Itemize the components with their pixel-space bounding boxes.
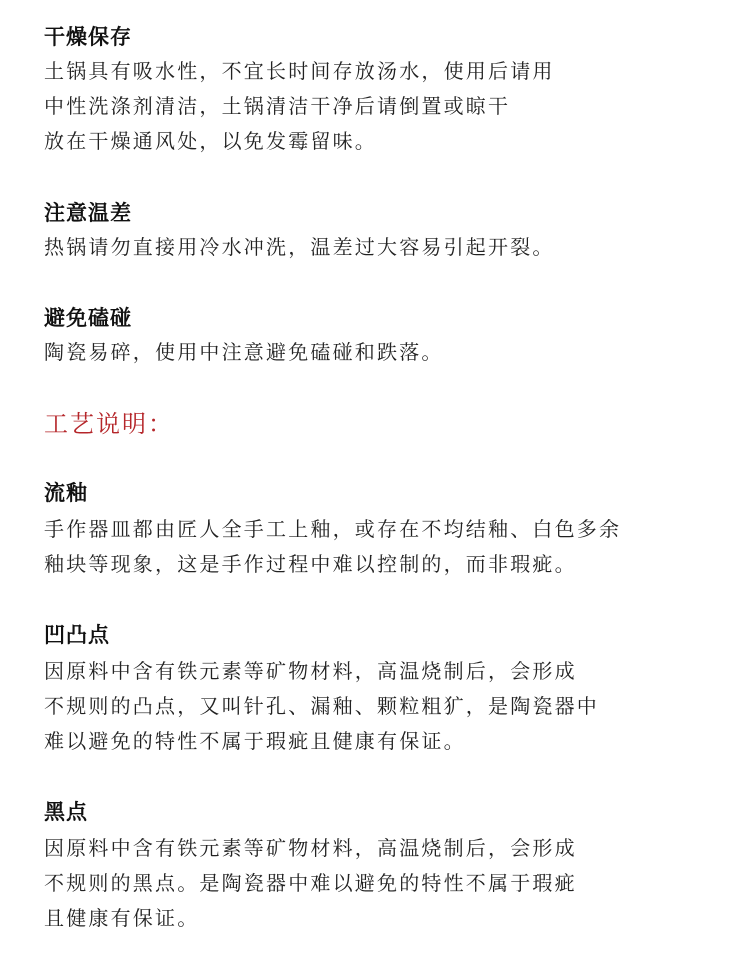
craft-dots-heading: 黑点 (44, 800, 88, 824)
care-bump-section (44, 303, 734, 370)
craft-glaze-heading: 流釉 (44, 481, 88, 505)
care-temp-text (44, 230, 734, 265)
craft-glaze-text (44, 512, 734, 582)
craft-dots-section (44, 797, 734, 936)
craft-dots-line: 且健康有保证。 (44, 906, 200, 930)
care-dry-line: 放在干燥通风处，以免发霉留味。 (44, 129, 377, 153)
craft-bumps-line: 因原料中含有铁元素等矿物材料，高温烧制后，会形成 (44, 659, 577, 683)
care-bump-heading: 避免磕碰 (44, 306, 132, 330)
craft-bumps-section (44, 620, 734, 759)
care-bump-line: 陶瓷易碎，使用中注意避免磕碰和跌落。 (44, 340, 444, 364)
care-dry-heading: 干燥保存 (44, 25, 132, 49)
craft-bumps-heading: 凹凸点 (44, 623, 110, 647)
care-dry-section (44, 22, 734, 159)
care-dry-line: 中性洗涤剂清洁，土锅清洁干净后请倒置或晾干 (44, 94, 511, 118)
care-dry-line: 土锅具有吸水性，不宜长时间存放汤水，使用后请用 (44, 59, 555, 83)
craft-dots-text (44, 831, 734, 936)
craft-glaze-line: 手作器皿都由匠人全手工上釉，或存在不均结釉、白色多余 (44, 517, 622, 541)
care-temp-line: 热锅请勿直接用冷水冲洗，温差过大容易引起开裂。 (44, 235, 555, 259)
care-dry-text (44, 54, 734, 159)
craft-bumps-line: 不规则的凸点，又叫针孔、漏釉、颗粒粗犷，是陶瓷器中 (44, 694, 599, 718)
craft-dots-line: 不规则的黑点。是陶瓷器中难以避免的特性不属于瑕疵 (44, 871, 577, 895)
craft-section-title: 工艺说明： (44, 410, 174, 438)
care-temp-section (44, 198, 734, 265)
craft-bumps-text (44, 654, 734, 759)
craft-glaze-line: 釉块等现象，这是手作过程中难以控制的，而非瑕疵。 (44, 552, 577, 576)
craft-bumps-line: 难以避免的特性不属于瑕疵且健康有保证。 (44, 729, 466, 753)
craft-glaze-section (44, 478, 734, 582)
care-bump-text (44, 335, 734, 370)
care-temp-heading: 注意温差 (44, 201, 132, 225)
craft-dots-line: 因原料中含有铁元素等矿物材料，高温烧制后，会形成 (44, 836, 577, 860)
